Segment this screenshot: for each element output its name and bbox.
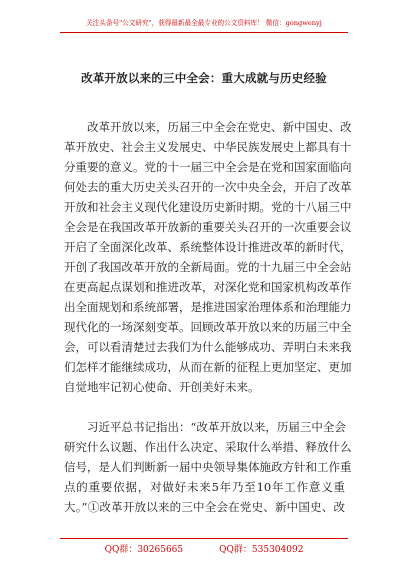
footer-divider — [60, 538, 348, 539]
footer — [0, 542, 408, 555]
body-line: 点的重要依据，对做好未来5年乃至10年工作意义重 — [64, 480, 345, 494]
body-line: 现代化的一场深刻变革。回顾改革开放以来的历届三中全 — [64, 320, 352, 334]
body-line: 全会是在我国改革开放新的重要关头召开的一次重要会议 — [64, 220, 352, 234]
body-line: 在更高起点谋划和推进改革，对深化党和国家机构改革作 — [64, 280, 352, 294]
body-line: 大。”①改革开放以来的三中全会在党史、新中国史、改 — [64, 500, 345, 514]
body-line: 开启了全面深化改革、系统整体设计推进改革的新时代， — [64, 240, 352, 254]
document-title: 改革开放以来的三中全会：重大成就与历史经验 — [81, 71, 327, 85]
body-line: 革开放史、社会主义发展史、中华民族发展史上都具有十 — [64, 140, 352, 154]
body-line: 信号，是人们判断新一届中央领导集体施政方针和工作重 — [64, 460, 352, 474]
footer-qq-group-2: QQ群：535304092 — [219, 545, 304, 555]
header-banner: 关注头条号"公文研究"，获得最新最全最专业的公文资料库！ 微信：gongwenyj — [86, 19, 322, 27]
body-line: 开创了我国改革开放的全新局面。党的十九届三中全会站 — [64, 260, 352, 274]
body-line: 开放和社会主义现代化建设历史新时期。党的十八届三中 — [64, 200, 352, 214]
body-line: 研究什么议题、作出什么决定、采取什么举措、释放什么 — [64, 440, 352, 454]
body-line: 出全面规划和系统部署，是推进国家治理体系和治理能力 — [64, 300, 352, 314]
body-line: 分重要的意义。党的十一届三中全会是在党和国家面临向 — [64, 160, 352, 174]
footer-qq-group-1: QQ群：30265665 — [104, 545, 184, 555]
body-line: 们怎样才能继续成功，从而在新的征程上更加坚定、更加 — [64, 360, 352, 374]
body-line: 何处去的重大历史关头召开的一次中央全会，开启了改革 — [64, 180, 352, 194]
body-line: 习近平总书记指出：“改革开放以来，历届三中全会 — [87, 420, 346, 434]
body-line: 会，可以看清楚过去我们为什么能够成功、弄明白未来我 — [64, 340, 352, 354]
header-divider — [60, 32, 348, 33]
body-line: 改革开放以来，历届三中全会在党史、新中国史、改 — [87, 120, 352, 134]
body-line: 自觉地牢记初心使命、开创美好未来。 — [64, 380, 260, 394]
